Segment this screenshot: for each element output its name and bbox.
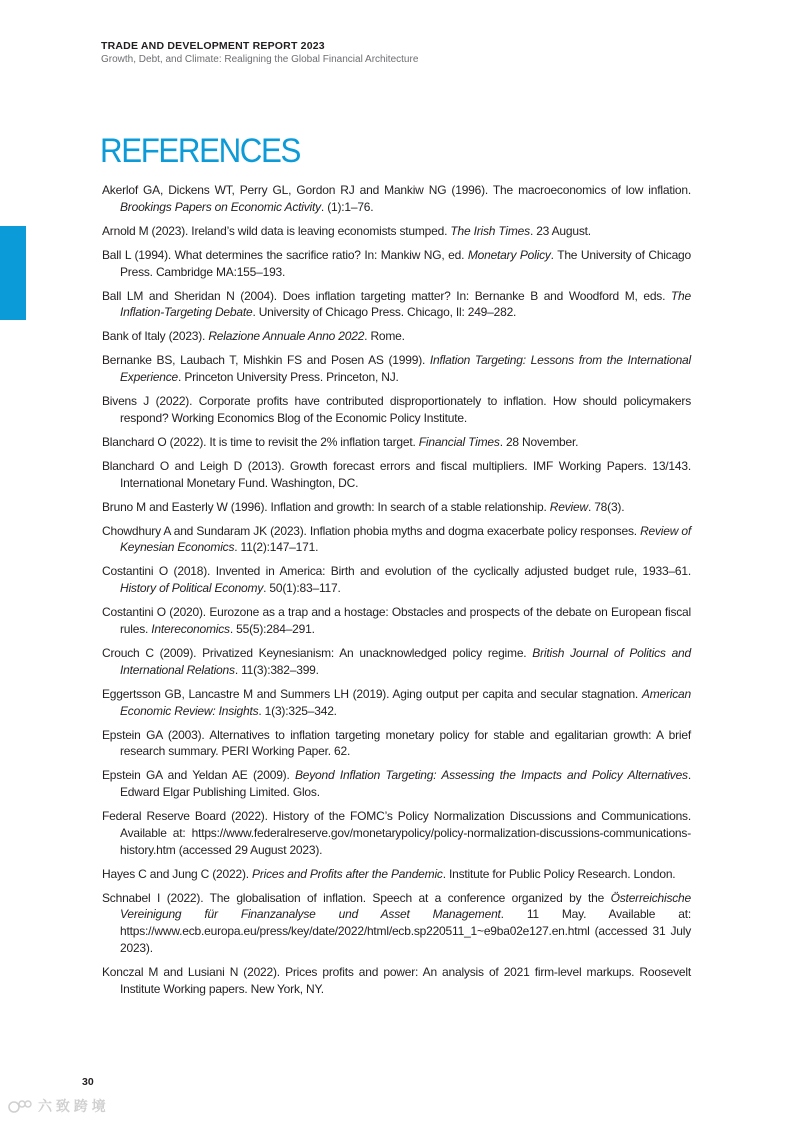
reference-source-title: Financial Times	[418, 434, 500, 449]
reference-entry	[102, 434, 691, 451]
reference-text: Eggertsson GB, Lancastre M and Summers LH (2019). Aging output per capita and secular stagnation.	[102, 686, 642, 701]
reference-entry	[102, 686, 691, 720]
reference-entry	[102, 499, 691, 516]
reference-source-title: Inflation Targeting: Lessons from the International Experience	[120, 353, 691, 385]
reference-entry	[102, 247, 691, 281]
page-title: REFERENCES	[100, 132, 300, 170]
reference-entry	[102, 523, 691, 557]
reference-text: . 11 May. Available at: https://www.ecb.europa.eu/press/key/date/2022/html/ecb.sp220511_1~e9ba02e127.en.html (accessed 31 July 2023).	[120, 907, 691, 956]
reference-text: Blanchard O (2022). It is time to revisit the 2% inflation target.	[102, 434, 419, 449]
reference-text: . 11(3):382–399.	[234, 662, 319, 677]
report-subtitle: Growth, Debt, and Climate: Realigning the Global Financial Architecture	[101, 54, 419, 65]
reference-text: . 78(3).	[587, 499, 625, 514]
reference-text: Arnold M (2023). Ireland’s wild data is leaving economists stumped.	[102, 223, 451, 238]
reference-source-title: The Irish Times	[450, 223, 530, 238]
reference-text: . 50(1):83–117.	[263, 581, 341, 596]
reference-entry	[102, 808, 691, 858]
reference-text: Schnabel I (2022). The globalisation of inflation. Speech at a conference organized by the	[102, 890, 611, 905]
reference-text: Blanchard O and Leigh D (2013). Growth forecast errors and fiscal multipliers. IMF Working Papers. 13/143. International Monetary Fund. Washington, DC.	[102, 458, 691, 490]
reference-entry	[102, 393, 691, 427]
page-number: 30	[82, 1076, 94, 1088]
reference-text: Epstein GA and Yeldan AE (2009).	[102, 768, 295, 783]
reference-text: . 11(2):147–171.	[234, 540, 319, 555]
reference-source-title: Österreichische Vereinigung für Finanzanalyse und Asset Management	[120, 890, 691, 922]
reference-source-title: Brookings Papers on Economic Activity	[120, 199, 321, 214]
reference-text: . University of Chicago Press. Chicago, Il: 249–282.	[252, 305, 517, 320]
reference-text: . Edward Elgar Publishing Limited. Glos.	[120, 768, 691, 800]
reference-entry	[102, 328, 691, 345]
reference-text: Federal Reserve Board (2022). History of the FOMC’s Policy Normalization Discussions and Communications. Available at: https://www.federalreserve.gov/monetarypolicy/policy-normalization-discussions-communications-history.htm (accessed 29 August 2023).	[102, 809, 691, 857]
reference-text: . The University of Chicago Press. Cambridge MA:155–193.	[120, 247, 691, 279]
reference-text: Costantini O (2020). Eurozone as a trap and a hostage: Obstacles and prospects of the debate on European fiscal rules.	[102, 605, 691, 636]
reference-text: Hayes C and Jung C (2022).	[102, 866, 253, 881]
reference-entry	[102, 458, 691, 492]
reference-source-title: American Economic Review: Insights	[120, 686, 691, 718]
reference-source-title: Relazione Annuale Anno 2022	[208, 329, 365, 344]
running-header	[101, 40, 701, 66]
reference-text: Bernanke BS, Laubach T, Mishkin FS and Posen AS (1999).	[102, 353, 430, 368]
reference-text: Akerlof GA, Dickens WT, Perry GL, Gordon RJ and Mankiw NG (1996). The macroeconomics of low inflation.	[102, 183, 691, 197]
side-tab-marker	[0, 226, 26, 320]
reference-text: Chowdhury A and Sundaram JK (2023). Inflation phobia myths and dogma exacerbate policy responses.	[102, 523, 641, 538]
reference-text: . Princeton University Press. Princeton, NJ.	[178, 370, 399, 385]
reference-text: . (1):1–76.	[320, 199, 374, 214]
reference-text: Crouch C (2009). Privatized Keynesianism: An unacknowledged policy regime.	[102, 645, 533, 660]
reference-entry	[102, 645, 691, 679]
reference-entry	[102, 767, 691, 801]
reference-source-title: Review	[549, 499, 588, 514]
reference-entry	[102, 866, 691, 883]
reference-source-title: History of Political Economy	[120, 581, 264, 596]
reference-entry	[102, 604, 691, 638]
reference-text: Epstein GA (2003). Alternatives to inflation targeting monetary policy for stable and egalitarian growth: A brief research summary. PERI Working Paper. 62.	[102, 727, 691, 759]
reference-entry	[102, 352, 691, 386]
reference-entry	[102, 223, 691, 240]
watermark-logo-icon	[8, 1098, 34, 1114]
watermark	[8, 1096, 106, 1116]
reference-entry	[102, 288, 691, 322]
reference-text: Konczal M and Lusiani N (2022). Prices profits and power: An analysis of 2021 firm-level markups. Roosevelt Institute Working papers. New York, NY.	[102, 965, 691, 996]
report-title: TRADE AND DEVELOPMENT REPORT 2023	[101, 40, 325, 52]
reference-text: . Institute for Public Policy Research. London.	[442, 866, 676, 881]
reference-text: Bivens J (2022). Corporate profits have contributed disproportionately to inflation. How should policymakers respond? Working Economics Blog of the Economic Policy Institute.	[102, 394, 691, 425]
reference-text: Ball LM and Sheridan N (2004). Does inflation targeting matter? In: Bernanke B and Woodford M, eds.	[102, 288, 671, 303]
reference-text: Bruno M and Easterly W (1996). Inflation and growth: In search of a stable relationship.	[102, 499, 550, 514]
reference-text: . 23 August.	[529, 223, 591, 238]
reference-entry	[102, 182, 691, 216]
reference-text: Ball L (1994). What determines the sacrifice ratio? In: Mankiw NG, ed.	[102, 247, 468, 262]
reference-source-title: Review of Keynesian Economics	[120, 523, 691, 555]
reference-list	[102, 182, 691, 1005]
reference-text: . 28 November.	[499, 434, 579, 449]
reference-entry	[102, 964, 691, 998]
reference-text: Bank of Italy (2023).	[102, 329, 209, 344]
reference-source-title: Monetary Policy	[467, 247, 551, 262]
reference-entry	[102, 890, 691, 957]
reference-entry	[102, 563, 691, 597]
reference-source-title: Intereconomics	[151, 621, 230, 636]
reference-source-title: The Inflation-Targeting Debate	[120, 288, 691, 320]
reference-text: . 1(3):325–342.	[258, 703, 337, 718]
reference-entry	[102, 727, 691, 761]
reference-source-title: British Journal of Politics and International Relations	[120, 645, 691, 677]
reference-text: . 55(5):284–291.	[229, 621, 315, 636]
reference-source-title: Beyond Inflation Targeting: Assessing the Impacts and Policy Alternatives	[294, 768, 688, 783]
reference-text: . Rome.	[364, 329, 405, 344]
reference-text: Costantini O (2018). Invented in America: Birth and evolution of the cyclically adjusted budget rule, 1933–61.	[102, 564, 691, 579]
reference-source-title: Prices and Profits after the Pandemic	[252, 866, 443, 881]
watermark-text: 六 致 跨 境	[38, 1098, 106, 1114]
